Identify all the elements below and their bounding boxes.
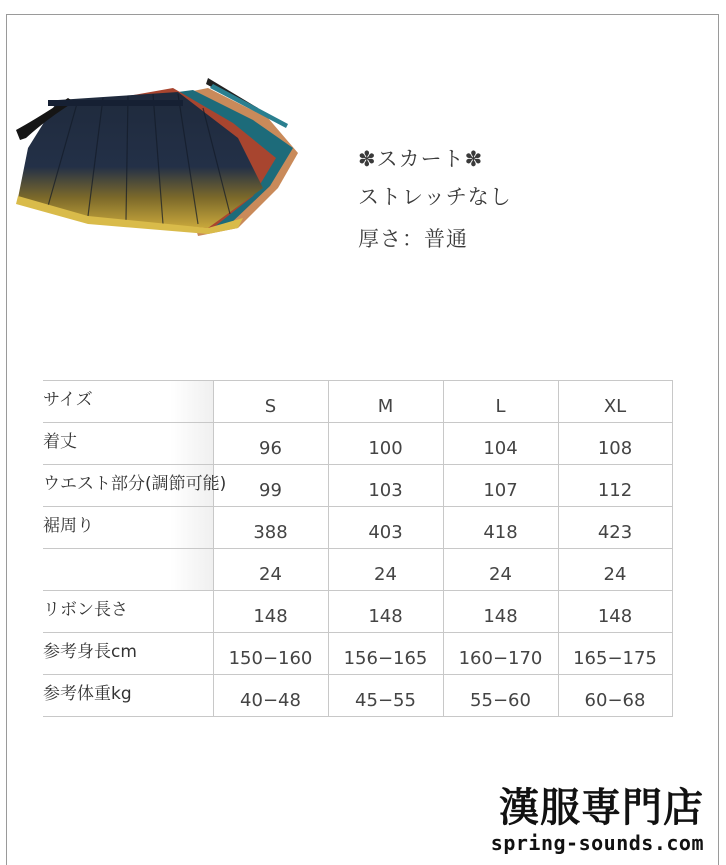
- table-cell: 423: [558, 507, 672, 549]
- table-cell: 148: [443, 591, 558, 633]
- stretch-note: ストレッチなし: [358, 185, 512, 209]
- table-row: [43, 633, 672, 675]
- table-cell: 104: [443, 423, 558, 465]
- header-size-s: S: [213, 381, 328, 423]
- table-cell: 388: [213, 507, 328, 549]
- table-row: [43, 549, 672, 591]
- table-cell: 103: [328, 465, 443, 507]
- table-cell: 150−160: [213, 633, 328, 675]
- table-cell: 100: [328, 423, 443, 465]
- shop-name: 漢服専門店: [499, 785, 704, 831]
- table-row: [43, 423, 672, 465]
- table-cell: 403: [328, 507, 443, 549]
- thickness-note: 厚さ：普通: [358, 227, 468, 251]
- table-cell: 108: [558, 423, 672, 465]
- table-cell: 60−68: [558, 675, 672, 717]
- table-row: [43, 591, 672, 633]
- table-row: [43, 507, 672, 549]
- table-cell: 99: [213, 465, 328, 507]
- product-title: ✽スカート✽: [358, 147, 484, 171]
- table-cell: 165−175: [558, 633, 672, 675]
- table-cell: 148: [328, 591, 443, 633]
- table-row: [43, 465, 672, 507]
- header-size-xl: XL: [558, 381, 672, 423]
- table-cell: 40−48: [213, 675, 328, 717]
- table-cell: 24: [558, 549, 672, 591]
- table-cell: 55−60: [443, 675, 558, 717]
- table-cell: 96: [213, 423, 328, 465]
- table-cell: 45−55: [328, 675, 443, 717]
- table-header-row: [43, 381, 672, 423]
- table-cell: 24: [213, 549, 328, 591]
- row-label: 参考体重kg: [43, 675, 213, 717]
- row-label: リボン長さ: [43, 591, 213, 633]
- row-label: 裾周り: [43, 507, 213, 549]
- row-label: 参考身長cm: [43, 633, 213, 675]
- table-cell: 148: [213, 591, 328, 633]
- table-cell: 107: [443, 465, 558, 507]
- table-cell: 24: [328, 549, 443, 591]
- table-cell: 418: [443, 507, 558, 549]
- shop-logo: [491, 786, 704, 856]
- size-chart-table: [43, 380, 673, 717]
- table-cell: 24: [443, 549, 558, 591]
- product-info: [358, 142, 512, 260]
- skirt-product-image: [8, 78, 302, 236]
- shop-url: spring-sounds.com: [490, 831, 704, 855]
- table-cell: 112: [558, 465, 672, 507]
- row-label: 着丈: [43, 423, 213, 465]
- row-label: ウエスト部分(調節可能): [43, 465, 213, 507]
- table-row: [43, 675, 672, 717]
- header-size-m: M: [328, 381, 443, 423]
- table-cell: 156−165: [328, 633, 443, 675]
- row-label: [43, 549, 213, 591]
- header-size-l: L: [443, 381, 558, 423]
- table-cell: 160−170: [443, 633, 558, 675]
- header-size-label: サイズ: [43, 381, 213, 423]
- table-cell: 148: [558, 591, 672, 633]
